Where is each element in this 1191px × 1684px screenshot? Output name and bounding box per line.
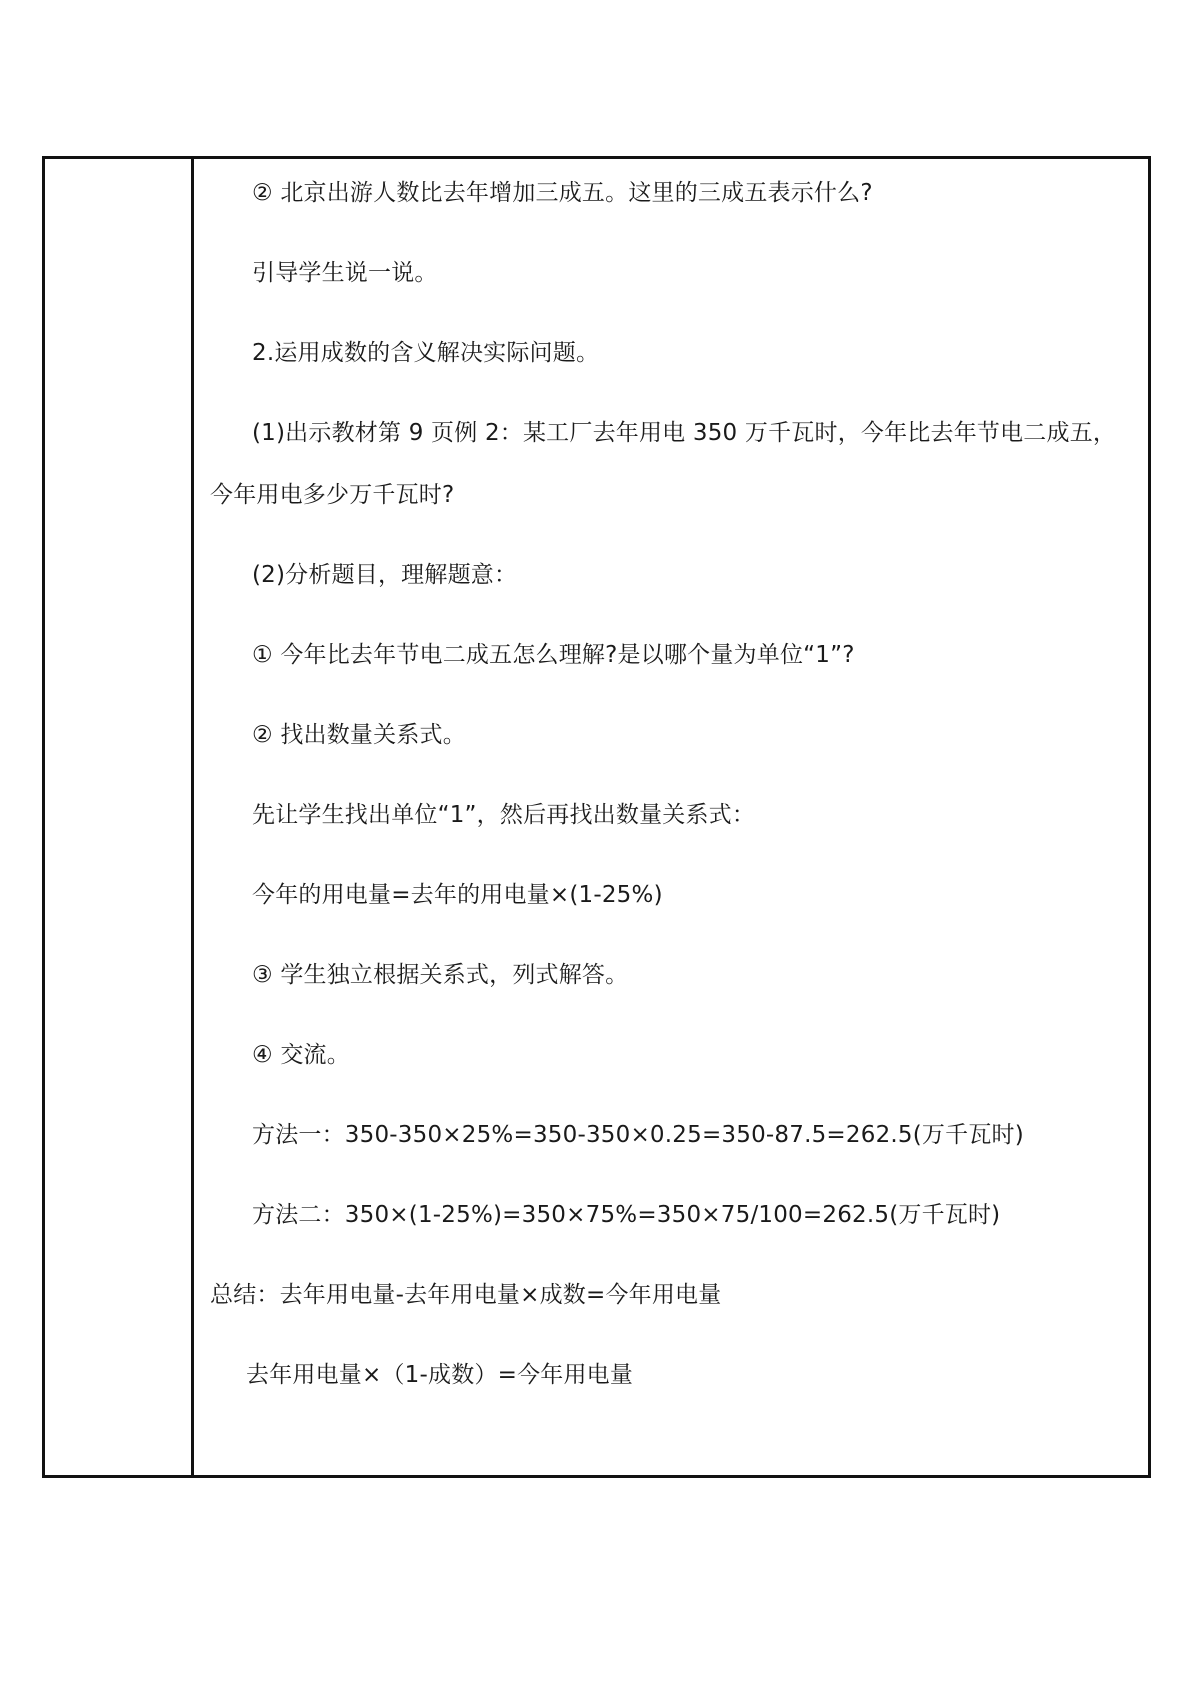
content-line: 今年用电多少万千瓦时? <box>210 482 455 508</box>
content-line: (1)出示教材第 9 页例 2：某工厂去年用电 350 万千瓦时，今年比去年节电二成五， <box>252 420 1117 446</box>
lesson-table <box>42 156 1151 1478</box>
content-line: 总结：去年用电量-去年用电量×成数=今年用电量 <box>210 1282 722 1308</box>
content-line: ② 找出数量关系式。 <box>252 722 466 748</box>
table-content-cell <box>194 159 1148 1475</box>
content-line: 去年用电量×（1-成数）=今年用电量 <box>246 1362 634 1388</box>
content-line: 2.运用成数的含义解决实际问题。 <box>252 340 600 366</box>
content-line: 先让学生找出单位“1”，然后再找出数量关系式： <box>252 802 756 828</box>
content-line: ② 北京出游人数比去年增加三成五。这里的三成五表示什么? <box>252 180 873 206</box>
content-line: ① 今年比去年节电二成五怎么理解?是以哪个量为单位“1”? <box>252 642 855 668</box>
content-line: (2)分析题目，理解题意： <box>252 562 518 588</box>
content-line: 方法一：350-350×25%=350-350×0.25=350-87.5=262.5(万千瓦时) <box>252 1122 1024 1148</box>
content-line: ③ 学生独立根据关系式，列式解答。 <box>252 962 629 988</box>
content-line: ④ 交流。 <box>252 1042 350 1068</box>
content-line: 引导学生说一说。 <box>252 260 438 286</box>
content-line: 方法二：350×(1-25%)=350×75%=350×75/100=262.5(万千瓦时) <box>252 1202 1001 1228</box>
content-line: 今年的用电量=去年的用电量×(1-25%) <box>252 882 663 908</box>
table-left-cell <box>45 159 191 1475</box>
